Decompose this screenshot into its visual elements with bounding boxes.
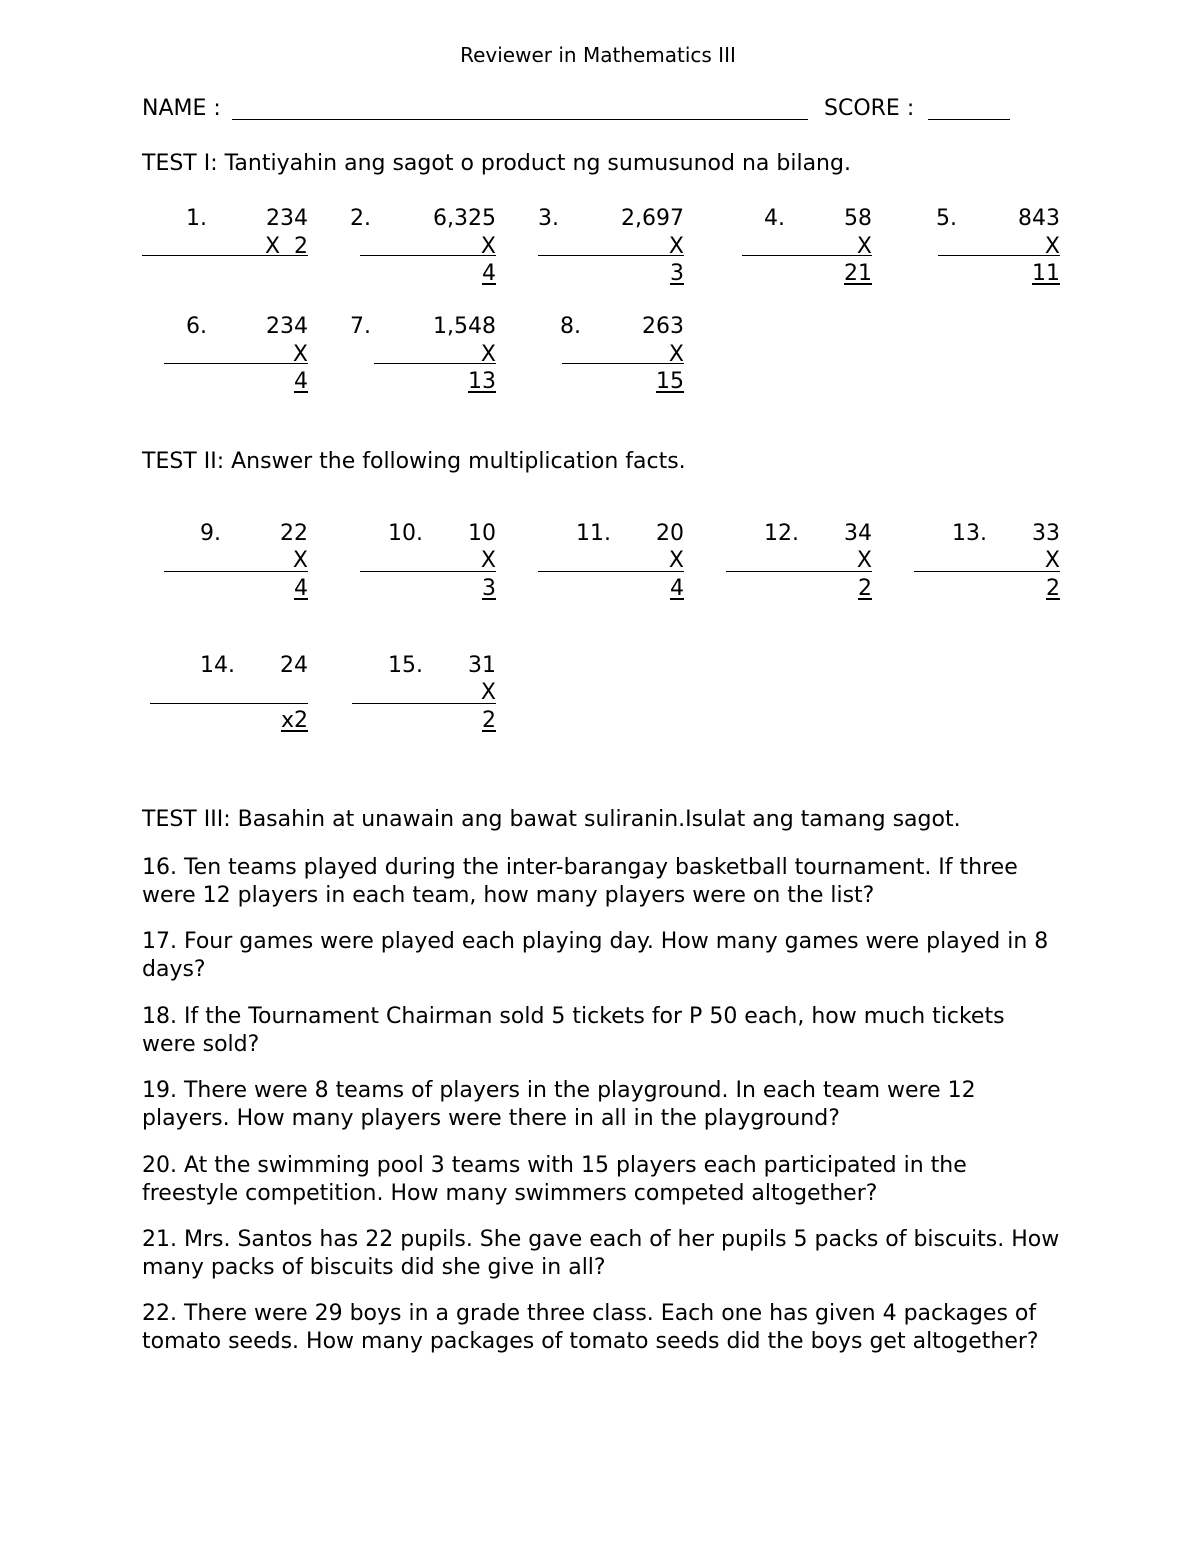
word-problem: 17. Four games were played each playing day. How many games were played in 8 days? — [142, 929, 1049, 982]
multiplier: 15 — [656, 369, 684, 394]
item-number: 10. — [388, 521, 423, 546]
multiplier-x: X — [292, 342, 308, 367]
name-blank[interactable] — [232, 119, 808, 120]
multiplier: 21 — [844, 261, 872, 286]
word-problem: 20. At the swimming pool 3 teams with 15 players each participated in the freestyle competition. How many swimmers competed altogether? — [142, 1153, 967, 1206]
multiplier: 4 — [294, 576, 308, 601]
item-number: 14. — [200, 653, 235, 678]
multiplier-x: X — [668, 342, 684, 367]
item-number: 9. — [200, 521, 221, 546]
multiplicand: 31 — [468, 653, 496, 678]
multiplier-x: X — [856, 548, 872, 573]
word-problem: 19. There were 8 teams of players in the playground. In each team were 12 players. How many players were there in all in the playground? — [142, 1078, 976, 1131]
multiplier: 4 — [670, 576, 684, 601]
multiplier-x: X — [480, 234, 496, 259]
multiplicand: 263 — [642, 314, 684, 339]
multiplicand: 58 — [844, 206, 872, 231]
score-label: SCORE : — [824, 96, 915, 121]
multiplier-x: X — [668, 548, 684, 573]
item-number: 1. — [186, 206, 207, 231]
multiplier: 13 — [468, 369, 496, 394]
score-blank[interactable] — [928, 119, 1010, 120]
multiplier-x: X — [1044, 234, 1060, 259]
multiplier: x2 — [280, 708, 308, 733]
multiplier-x: X — [292, 548, 308, 573]
item-number: 5. — [936, 206, 957, 231]
multiplier-x: X — [856, 234, 872, 259]
multiplier: 2 — [482, 708, 496, 733]
test2-heading: TEST II: Answer the following multiplication facts. — [142, 449, 686, 474]
multiplier-x: X — [480, 342, 496, 367]
multiplicand: 1,548 — [433, 314, 496, 339]
item-number: 2. — [350, 206, 371, 231]
multiplier-x: X — [480, 680, 496, 705]
multiplier-x: X — [1044, 548, 1060, 573]
test3-heading: TEST III: Basahin at unawain ang bawat suliranin.Isulat ang tamang sagot. — [142, 807, 961, 832]
item-number: 15. — [388, 653, 423, 678]
item-number: 7. — [350, 314, 371, 339]
multiplicand: 24 — [280, 653, 308, 678]
multiplicand: 2,697 — [621, 206, 684, 231]
multiplier: 2 — [858, 576, 872, 601]
multiplicand: 234 — [266, 314, 308, 339]
word-problem: 18. If the Tournament Chairman sold 5 tickets for P 50 each, how much tickets were sold? — [142, 1004, 1005, 1057]
item-number: 3. — [538, 206, 559, 231]
multiplicand: 10 — [468, 521, 496, 546]
multiplicand: 843 — [1018, 206, 1060, 231]
multiplier: 3 — [482, 576, 496, 601]
multiplier-x: X — [480, 548, 496, 573]
multiplicand: 20 — [656, 521, 684, 546]
multiplier: 3 — [670, 261, 684, 286]
multiplier-x: X — [668, 234, 684, 259]
word-problem: 21. Mrs. Santos has 22 pupils. She gave each of her pupils 5 packs of biscuits. How many packs of biscuits did she give in all? — [142, 1227, 1060, 1280]
multiplier: 2 — [1046, 576, 1060, 601]
multiplicand: 234 — [266, 206, 308, 231]
multiplier: 4 — [294, 369, 308, 394]
word-problem: 16. Ten teams played during the inter-barangay basketball tournament. If three were 12 players in each team, how many players were on the list? — [142, 855, 1018, 908]
document-title: Reviewer in Mathematics III — [460, 43, 736, 67]
item-number: 11. — [576, 521, 611, 546]
multiplicand: 34 — [844, 521, 872, 546]
answer-line — [150, 703, 308, 704]
name-label: NAME : — [142, 96, 221, 121]
test1-heading: TEST I: Tantiyahin ang sagot o product ng sumusunod na bilang. — [142, 151, 851, 176]
multiplier-x: X 2 — [264, 234, 308, 259]
item-number: 6. — [186, 314, 207, 339]
item-number: 12. — [764, 521, 799, 546]
item-number: 4. — [764, 206, 785, 231]
multiplier: 4 — [482, 261, 496, 286]
multiplicand: 6,325 — [433, 206, 496, 231]
multiplier: 11 — [1032, 261, 1060, 286]
item-number: 13. — [952, 521, 987, 546]
word-problem: 22. There were 29 boys in a grade three class. Each one has given 4 packages of tomato seeds. How many packages of tomato seeds did the boys get altogether? — [142, 1301, 1039, 1354]
item-number: 8. — [560, 314, 581, 339]
multiplicand: 33 — [1032, 521, 1060, 546]
multiplicand: 22 — [280, 521, 308, 546]
